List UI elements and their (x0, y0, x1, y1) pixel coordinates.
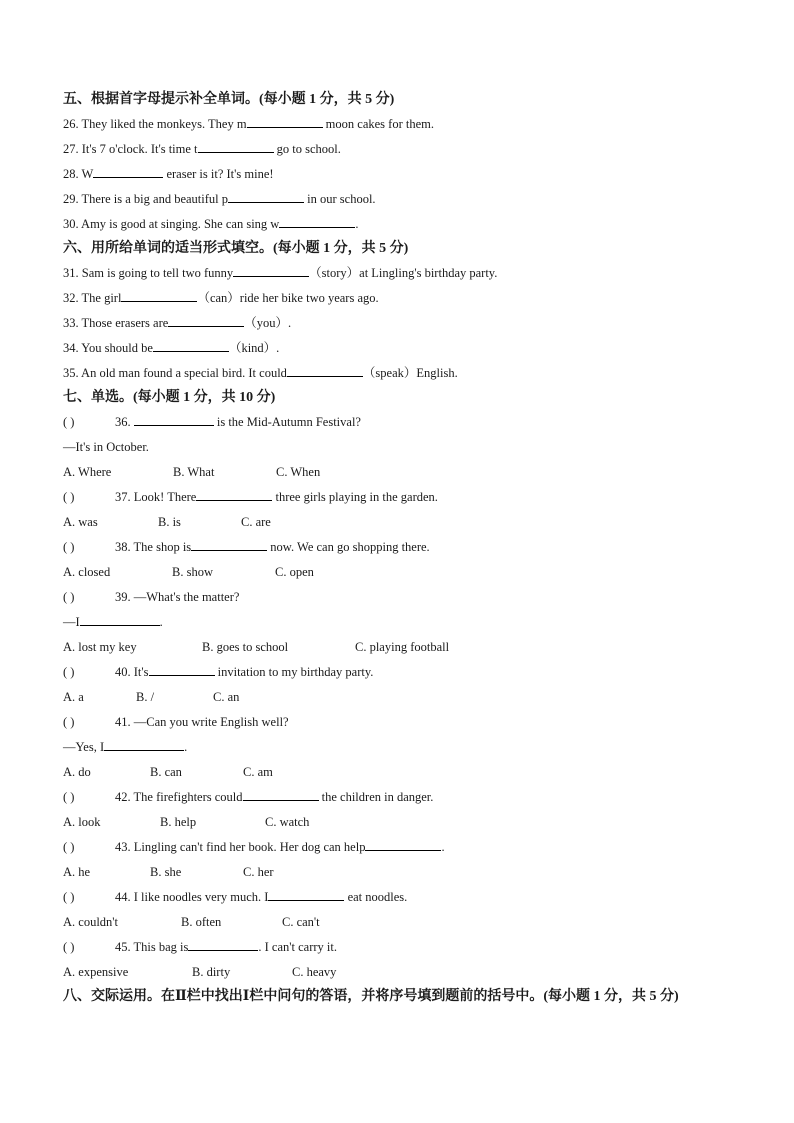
option-a[interactable]: A. a (63, 690, 84, 704)
question-45: ( ) 45. This bag is . I can't carry it. (63, 935, 743, 960)
options-37 (63, 510, 743, 535)
options-42 (63, 810, 743, 835)
answer-blank (188, 938, 258, 951)
options-38 (63, 560, 743, 585)
answer-paren[interactable]: ( ) (63, 540, 75, 554)
option-c[interactable]: C. watch (265, 815, 310, 829)
answer-blank (80, 613, 160, 626)
options-45 (63, 960, 743, 985)
option-a[interactable]: A. was (63, 515, 98, 529)
option-b[interactable]: B. goes to school (202, 640, 289, 654)
option-b[interactable]: B. help (160, 815, 197, 829)
question-41-reply: —Yes, I . (63, 740, 188, 754)
question-31: 31. Sam is going to tell two funny （story）at Lingling's birthday party. (63, 266, 498, 280)
question-28: 28. W eraser is it? It's mine! (63, 167, 274, 181)
option-c[interactable]: C. playing football (355, 640, 450, 654)
answer-blank (268, 888, 344, 901)
question-37: ( ) 37. Look! There three girls playing in the garden. (63, 485, 743, 510)
option-a[interactable]: A. lost my key (63, 640, 137, 654)
answer-paren[interactable]: ( ) (63, 415, 75, 429)
option-b[interactable]: B. / (136, 690, 155, 704)
option-b[interactable]: B. often (181, 915, 222, 929)
question-33: 33. Those erasers are （you）. (63, 316, 292, 330)
answer-paren[interactable]: ( ) (63, 715, 75, 729)
answer-paren[interactable]: ( ) (63, 590, 75, 604)
section8-title: 八、交际运用。在Ⅱ栏中找出Ⅰ栏中问句的答语，并将序号填到题前的括号中。(每小题 1 分，共 5 分) (63, 989, 679, 1004)
question-32: 32. The girl （can）ride her bike two years ago. (63, 291, 379, 305)
option-c[interactable]: C. When (276, 465, 321, 479)
question-36-reply: —It's in October. (63, 440, 149, 454)
option-a[interactable]: A. couldn't (63, 915, 119, 929)
question-40: ( ) 40. It's invitation to my birthday party. (63, 660, 743, 685)
answer-blank[interactable] (168, 314, 244, 327)
section7-title: 七、单选。(每小题 1 分，共 10 分) (63, 390, 276, 405)
option-c[interactable]: C. can't (282, 915, 320, 929)
option-b[interactable]: B. she (150, 865, 182, 879)
question-39-reply: —I . (63, 615, 163, 629)
option-b[interactable]: B. dirty (192, 965, 231, 979)
question-39: ( ) 39. —What's the matter? (63, 585, 743, 610)
question-43: ( ) 43. Lingling can't find her book. Her dog can help . (63, 835, 743, 860)
question-44: ( ) 44. I like noodles very much. I eat noodles. (63, 885, 743, 910)
answer-blank[interactable] (279, 215, 355, 228)
answer-blank (104, 738, 184, 751)
answer-blank (134, 413, 214, 426)
option-b[interactable]: B. What (173, 465, 215, 479)
question-30: 30. Amy is good at singing. She can sing w . (63, 217, 359, 231)
option-a[interactable]: A. he (63, 865, 91, 879)
answer-paren[interactable]: ( ) (63, 840, 75, 854)
question-38: ( ) 38. The shop is now. We can go shopping there. (63, 535, 743, 560)
question-34: 34. You should be （kind）. (63, 341, 280, 355)
answer-blank[interactable] (233, 264, 309, 277)
answer-blank[interactable] (198, 140, 274, 153)
answer-blank[interactable] (287, 364, 363, 377)
answer-paren[interactable]: ( ) (63, 940, 75, 954)
section6-title: 六、用所给单词的适当形式填空。(每小题 1 分，共 5 分) (63, 241, 409, 256)
answer-blank (149, 663, 215, 676)
option-a[interactable]: A. do (63, 765, 91, 779)
options-43 (63, 860, 743, 885)
options-41 (63, 760, 743, 785)
answer-paren[interactable]: ( ) (63, 890, 75, 904)
section5-title: 五、根据首字母提示补全单词。(每小题 1 分，共 5 分) (63, 92, 395, 107)
question-27: 27. It's 7 o'clock. It's time t go to school. (63, 142, 341, 156)
option-c[interactable]: C. are (241, 515, 271, 529)
option-a[interactable]: A. closed (63, 565, 111, 579)
answer-paren[interactable]: ( ) (63, 665, 75, 679)
option-a[interactable]: A. Where (63, 465, 112, 479)
answer-blank (365, 838, 441, 851)
option-a[interactable]: A. look (63, 815, 101, 829)
option-b[interactable]: B. can (150, 765, 182, 779)
answer-paren[interactable]: ( ) (63, 490, 75, 504)
options-40 (63, 685, 743, 710)
answer-blank[interactable] (228, 190, 304, 203)
question-29: 29. There is a big and beautiful p in our school. (63, 192, 376, 206)
question-26: 26. They liked the monkeys. They m moon cakes for them. (63, 117, 434, 131)
answer-blank (191, 538, 267, 551)
question-42: ( ) 42. The firefighters could the children in danger. (63, 785, 743, 810)
option-a[interactable]: A. expensive (63, 965, 129, 979)
answer-blank (196, 488, 272, 501)
option-c[interactable]: C. heavy (292, 965, 337, 979)
option-c[interactable]: C. am (243, 765, 273, 779)
answer-blank[interactable] (121, 289, 197, 302)
option-c[interactable]: C. open (275, 565, 314, 579)
answer-blank[interactable] (93, 165, 163, 178)
option-b[interactable]: B. is (158, 515, 181, 529)
question-41: ( ) 41. —Can you write English well? (63, 710, 743, 735)
options-39 (63, 635, 743, 660)
options-36 (63, 460, 743, 485)
options-44 (63, 910, 743, 935)
option-c[interactable]: C. an (213, 690, 240, 704)
answer-blank[interactable] (247, 115, 323, 128)
question-35: 35. An old man found a special bird. It could （speak）English. (63, 366, 458, 380)
option-c[interactable]: C. her (243, 865, 274, 879)
option-b[interactable]: B. show (172, 565, 213, 579)
worksheet-page (63, 88, 743, 1010)
question-36: ( ) 36. is the Mid-Autumn Festival? (63, 410, 743, 435)
answer-paren[interactable]: ( ) (63, 790, 75, 804)
answer-blank (243, 788, 319, 801)
answer-blank[interactable] (153, 339, 229, 352)
